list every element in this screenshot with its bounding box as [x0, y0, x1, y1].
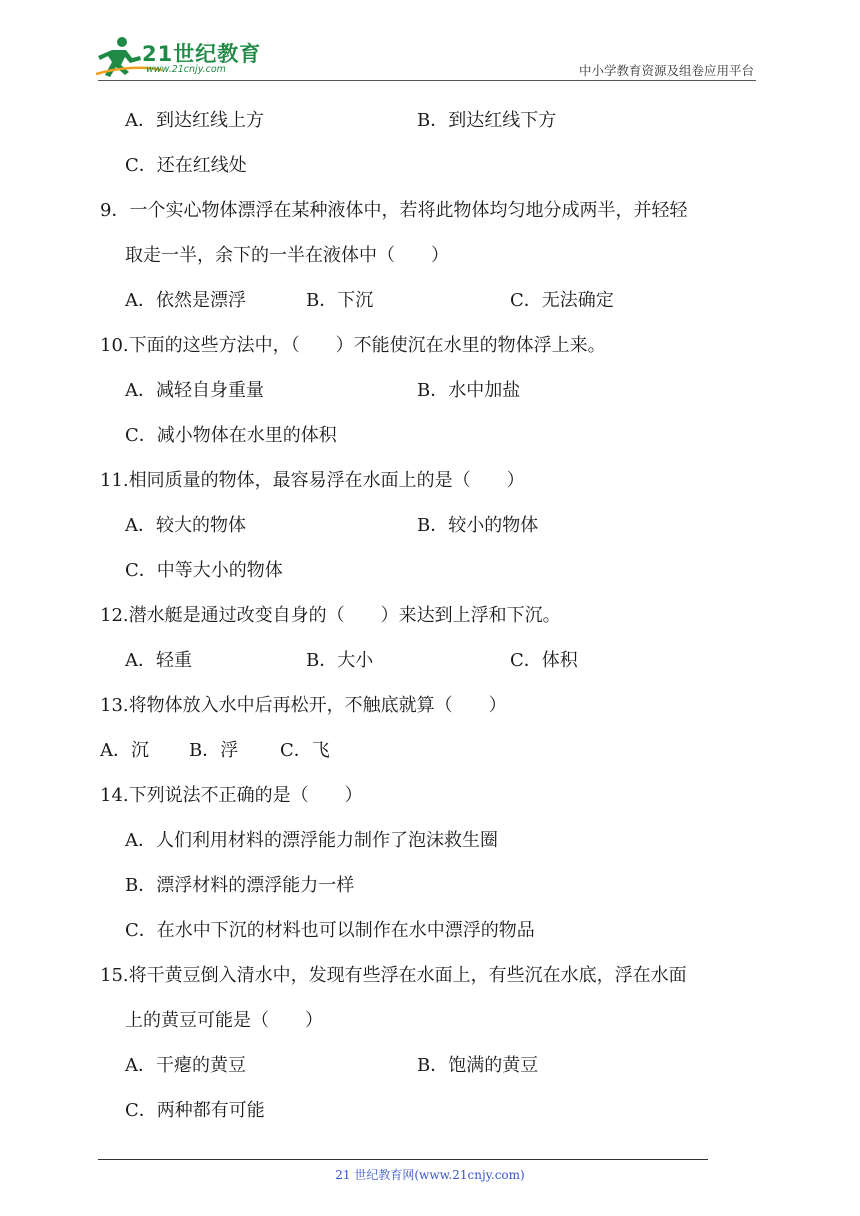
- q8-option-b: B．到达红线下方: [417, 110, 557, 131]
- q12-stem: 12.潜水艇是通过改变自身的（ ）来达到上浮和下沉。: [100, 605, 561, 626]
- header-tagline: 中小学教育资源及组卷应用平台: [578, 63, 754, 78]
- q10-option-a: A．减轻自身重量: [125, 380, 264, 401]
- q14-option-a: A．人们利用材料的漂浮能力制作了泡沫救生圈: [125, 830, 498, 851]
- q8-option-a: A．到达红线上方: [125, 110, 264, 131]
- q14-option-b: B．漂浮材料的漂浮能力一样: [125, 875, 355, 896]
- q15-stem-line-1: 15.将干黄豆倒入清水中，发现有些浮在水面上，有些沉在水底，浮在水面: [100, 965, 687, 986]
- q13-option-a: A．沉: [100, 740, 149, 761]
- q13-stem: 13.将物体放入水中后再松开，不触底就算（ ）: [100, 695, 507, 716]
- q12-option-a: A．轻重: [125, 650, 192, 671]
- q9-option-a: A．依然是漂浮: [125, 290, 246, 311]
- page-header: [0, 0, 860, 90]
- q12-option-c: C．体积: [510, 650, 578, 671]
- q10-option-c: C．减小物体在水里的体积: [125, 425, 337, 446]
- footer-divider: [98, 1159, 708, 1160]
- q15-option-b: B．饱满的黄豆: [417, 1055, 539, 1076]
- header-divider: [98, 80, 756, 81]
- q9-option-c: C．无法确定: [510, 290, 614, 311]
- q13-option-b: B．浮: [189, 740, 239, 761]
- brand-name: 21世纪教育: [142, 42, 262, 66]
- q9-stem-line-1: 9．一个实心物体漂浮在某种液体中，若将此物体均匀地分成两半，并轻轻: [100, 200, 688, 221]
- q10-stem: 10.下面的这些方法中，（ ）不能使沉在水里的物体浮上来。: [100, 335, 606, 356]
- q11-option-c: C．中等大小的物体: [125, 560, 283, 581]
- q9-stem-line-2: 取走一半，余下的一半在液体中（ ）: [125, 245, 449, 266]
- q15-option-a: A．干瘪的黄豆: [125, 1055, 246, 1076]
- q12-option-b: B．大小: [306, 650, 374, 671]
- q8-option-c: C．还在红线处: [125, 155, 247, 176]
- q10-option-b: B．水中加盐: [417, 380, 521, 401]
- q11-option-b: B．较小的物体: [417, 515, 539, 536]
- q15-stem-line-2: 上的黄豆可能是（ ）: [125, 1010, 323, 1031]
- q9-option-b: B．下沉: [306, 290, 374, 311]
- q14-option-c: C．在水中下沉的材料也可以制作在水中漂浮的物品: [125, 920, 535, 941]
- q13-option-c: C．飞: [280, 740, 330, 761]
- q11-stem: 11.相同质量的物体，最容易浮在水面上的是（ ）: [100, 470, 525, 491]
- q11-option-a: A．较大的物体: [125, 515, 246, 536]
- brand-url: www.21cnjy.com: [146, 64, 226, 75]
- q15-option-c: C．两种都有可能: [125, 1100, 265, 1121]
- q14-stem: 14.下列说法不正确的是（ ）: [100, 785, 363, 806]
- footer-link[interactable]: 21 世纪教育网(www.21cnjy.com): [335, 1168, 525, 1182]
